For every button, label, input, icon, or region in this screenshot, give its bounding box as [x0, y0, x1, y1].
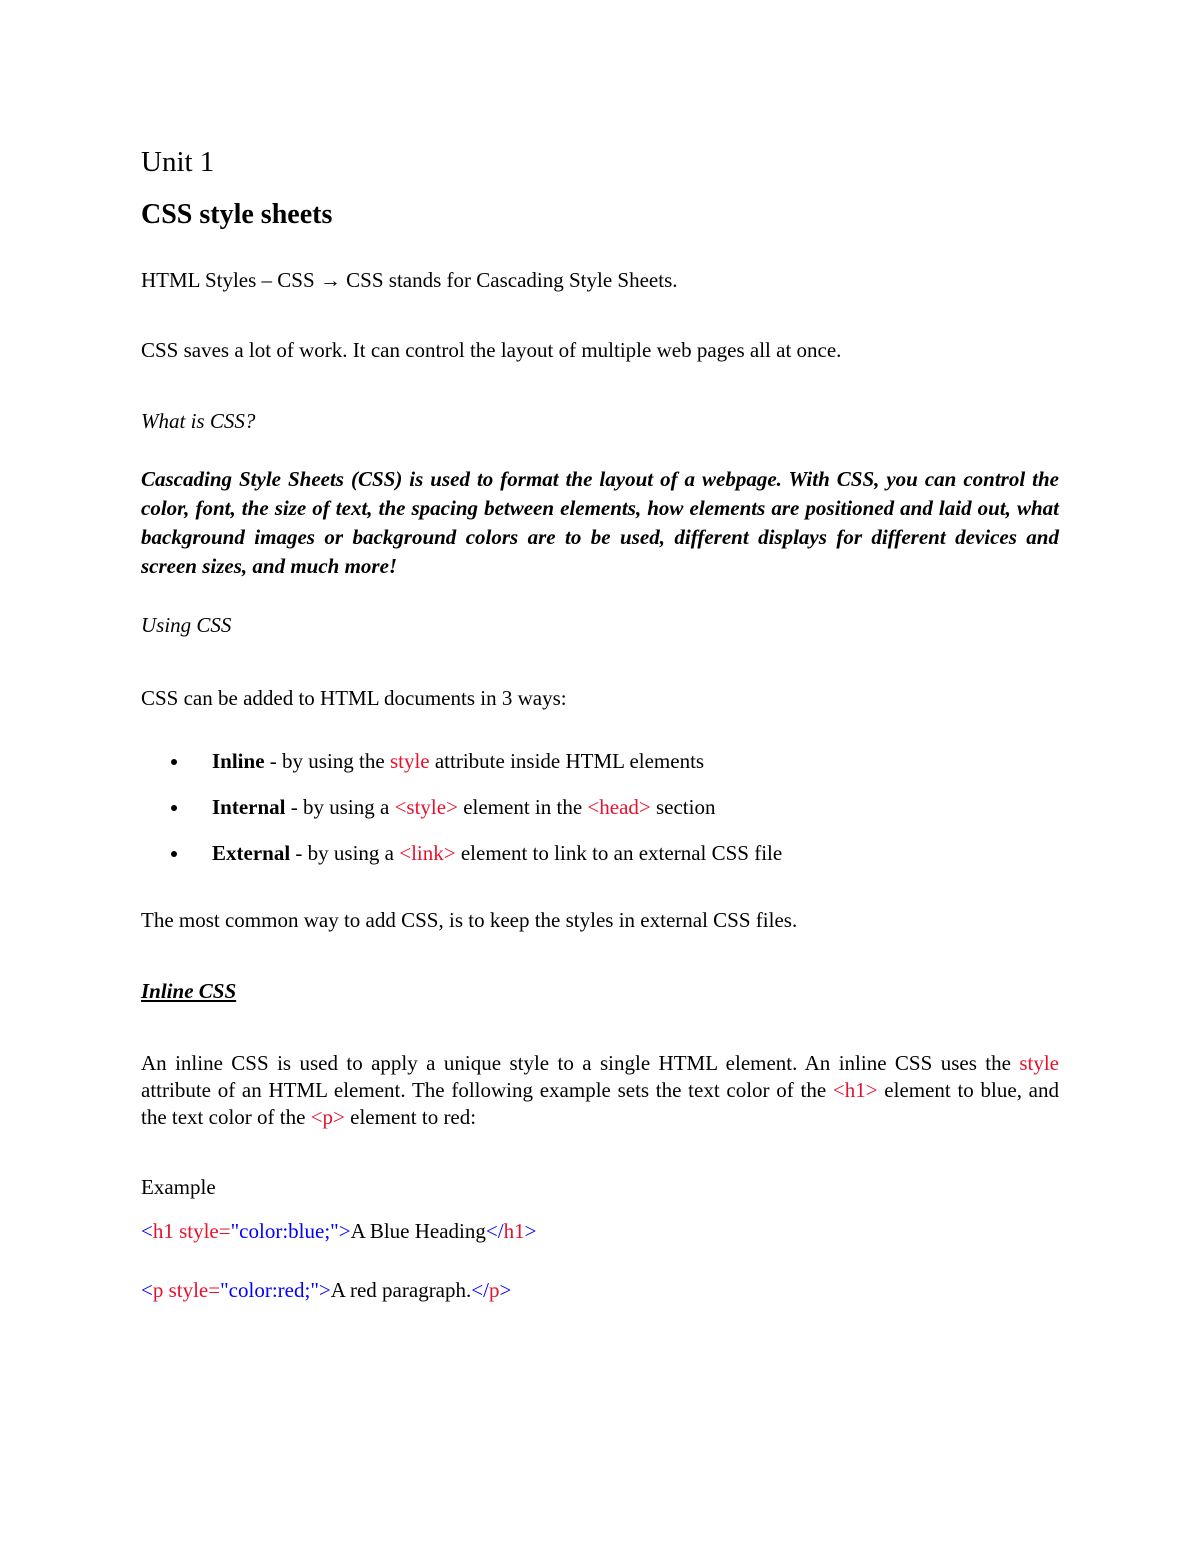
code-content: A Blue Heading	[350, 1219, 486, 1243]
list-item-internal	[141, 794, 1059, 840]
list-item-external	[141, 840, 1059, 886]
inline-code: <p>	[310, 1105, 345, 1129]
answer-paragraph: Cascading Style Sheets (CSS) is used to format the layout of a webpage. With CSS, you can control the color, font, the size of text, the spacing between elements, how elements are positioned and laid out, what background images or background colors are to be used, different displays for different devices and screen sizes, and much more!	[141, 467, 1059, 578]
intro-line	[141, 267, 678, 293]
code-bracket: <	[141, 1219, 153, 1243]
code-attr: style=	[173, 1219, 231, 1243]
way-code: <link>	[399, 841, 456, 865]
unit-title: Unit 1	[141, 146, 215, 178]
code-bracket: <	[141, 1278, 153, 1302]
way-text: - by using a	[290, 841, 400, 865]
right-arrow-icon: →	[319, 268, 341, 292]
code-tag: p	[488, 1278, 500, 1302]
code-value: "color:red;"	[220, 1278, 319, 1302]
page-title: CSS style sheets	[141, 199, 333, 230]
bullet-icon	[171, 851, 177, 857]
way-term: External	[212, 841, 291, 865]
code-content: A red paragraph.	[330, 1278, 472, 1302]
example-label: Example	[141, 1175, 216, 1199]
code-example-h1	[141, 1218, 536, 1244]
way-term: Inline	[212, 749, 265, 773]
code-bracket: >	[524, 1219, 537, 1243]
code-bracket: </	[471, 1278, 489, 1302]
paragraph-text: attribute of an HTML element. The following example sets the text color of the	[141, 1078, 833, 1102]
list-item-inline	[141, 748, 1059, 794]
code-bracket: >	[318, 1278, 331, 1302]
way-code: <style>	[394, 795, 458, 819]
paragraph-text: An inline CSS is used to apply a unique style to a single HTML element. An inline CSS uses the	[141, 1051, 1020, 1075]
intro-after-arrow: CSS stands for Cascading Style Sheets.	[346, 268, 678, 292]
way-text: attribute inside HTML elements	[429, 749, 705, 773]
bullet-icon	[171, 805, 177, 811]
inline-code: style	[1019, 1051, 1059, 1075]
paragraph-text: element to blue, and the text color of the	[141, 1078, 1059, 1129]
way-text: element to link to an external CSS file	[455, 841, 783, 865]
inline-css-paragraph	[141, 1050, 1059, 1131]
code-bracket: >	[338, 1219, 351, 1243]
code-example-p	[141, 1277, 511, 1303]
way-code: style	[389, 749, 430, 773]
way-text: - by using a	[285, 795, 395, 819]
way-text: section	[650, 795, 716, 819]
code-bracket: >	[499, 1278, 512, 1302]
question-what-is-css: What is CSS?	[141, 409, 256, 433]
way-text: - by using the	[264, 749, 390, 773]
section-heading-inline-css: Inline CSS	[141, 979, 237, 1003]
paragraph-text: element to red:	[344, 1105, 477, 1129]
way-code: <head>	[587, 795, 651, 819]
bullet-icon	[171, 759, 177, 765]
way-text: element in the	[457, 795, 588, 819]
intro-second-line: CSS saves a lot of work. It can control the layout of multiple web pages all at once.	[141, 338, 842, 362]
question-using-css: Using CSS	[141, 613, 232, 637]
code-attr: style=	[163, 1278, 221, 1302]
way-term: Internal	[212, 795, 286, 819]
code-value: "color:blue;"	[230, 1219, 339, 1243]
code-tag: h1	[503, 1219, 525, 1243]
intro-before-arrow: HTML Styles – CSS	[141, 268, 315, 292]
ways-intro: CSS can be added to HTML documents in 3 ways:	[141, 686, 567, 710]
common-way-line: The most common way to add CSS, is to keep the styles in external CSS files.	[141, 908, 798, 932]
code-bracket: </	[485, 1219, 504, 1243]
inline-code: <h1>	[832, 1078, 878, 1102]
code-tag: p	[152, 1278, 164, 1302]
ways-list	[141, 748, 1059, 886]
code-tag: h1	[152, 1219, 174, 1243]
